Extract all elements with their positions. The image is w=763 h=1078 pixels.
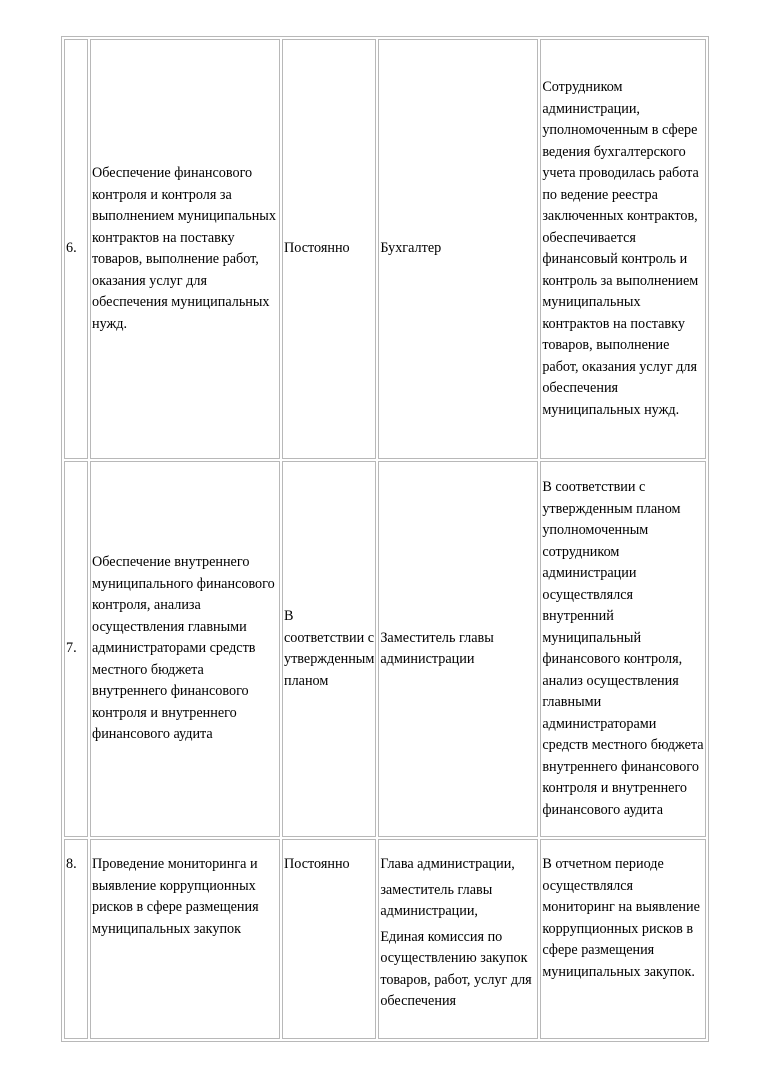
period-cell: Постоянно: [282, 839, 376, 1039]
result-cell: Сотрудником администрации, уполномоченным в сфере ведения бухгалтерского учета проводилась работа по ведение реестра заключенных контрактов, обеспечивается финансовый контроль и контроль за выполнением муниципальных контрактов на поставку товаров, выполнение работ, оказания услуг для обеспечения муниципальных нужд.: [540, 39, 706, 459]
measure-cell: Обеспечение финансового контроля и контроля за выполнением муниципальных контрактов на поставку товаров, выполнение работ, оказания услуг для обеспечения муниципальных нужд.: [90, 39, 280, 459]
responsible-cell: Бухгалтер: [378, 39, 538, 459]
row-number: 7.: [64, 461, 88, 837]
table-row: [64, 839, 706, 1039]
measure-cell: Проведение мониторинга и выявление коррупционных рисков в сфере размещения муниципальных закупок: [90, 839, 280, 1039]
result-cell: В отчетном периоде осуществлялся мониторинг на выявление коррупционных рисков в сфере размещения муниципальных закупок.: [540, 839, 706, 1039]
responsible-line: Единая комиссия по осуществлению закупок товаров, работ, услуг для обеспечения: [380, 928, 532, 1009]
period-cell: В соответствии с утвержденным планом: [282, 461, 376, 837]
period-cell: Постоянно: [282, 39, 376, 459]
measures-table: [61, 36, 709, 1042]
result-cell: В соответствии с утвержденным планом уполномоченным сотрудником администрации осуществлялся внутренний муниципальный финансового контроля, анализ осуществления главными администраторами средств местного бюджета внутреннего финансового контроля и внутреннего финансового аудита: [540, 461, 706, 837]
responsible-line: заместитель главы администрации,: [380, 881, 493, 919]
row-number: 8.: [64, 839, 88, 1039]
measure-cell: Обеспечение внутреннего муниципального финансового контроля, анализа осуществления главными администраторами средств местного бюджета внутреннего финансового контроля и внутреннего финансового аудита: [90, 461, 280, 837]
responsible-line: Глава администрации,: [380, 856, 515, 872]
responsible-cell: Заместитель главы администрации: [378, 461, 538, 837]
row-number: 6.: [64, 39, 88, 459]
responsible-cell: [378, 839, 538, 1039]
table-row: [64, 461, 706, 837]
table-row: [64, 39, 706, 459]
